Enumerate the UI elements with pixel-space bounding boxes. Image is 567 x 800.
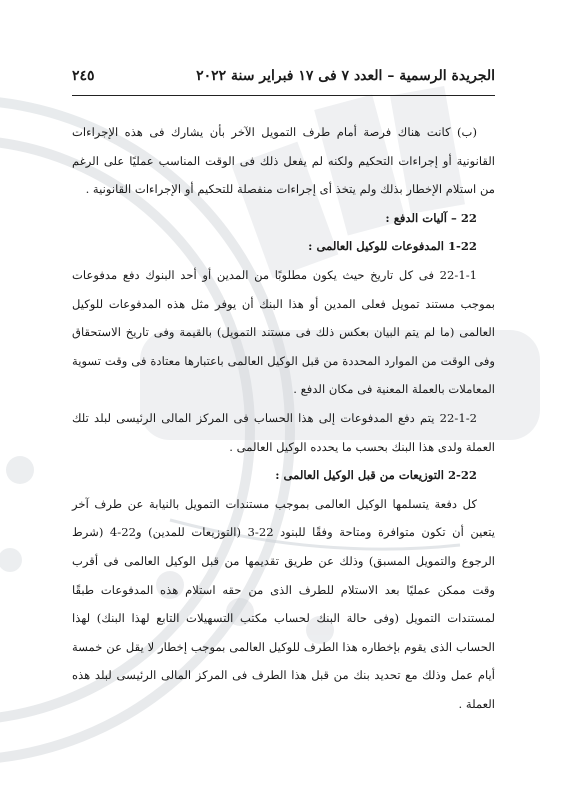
page-body: [72, 118, 495, 718]
subsection-heading-22-1: 1-22 المدفوعات للوكيل العالمى :: [308, 239, 477, 254]
paragraph-22-1-2: 22-1-2 يتم دفع المدفوعات إلى هذا الحساب فى المركز المالى الرئيسى لبلد تلك العملة ولدى هذا البنك بحسب ما يحدده الوكيل العالمى .: [72, 410, 495, 454]
subsection-heading-22-2: 2-22 التوزيعات من قبل الوكيل العالمى :: [275, 468, 477, 483]
paragraph-22-1-1: 22-1-1 فى كل تاريخ حيث يكون مطلوبًا من المدين أو أحد البنوك دفع مدفوعات بموجب مستند تمويل فعلى المدين أو هذا البنك أن يوفر مثل هذه المدفوعات للوكيل العالمى (ما لم يتم البيان بعكس ذلك فى مستند التمويل) بالقيمة وفى تاريخ الاستحقاق وفى الوقت من الموارد المحددة من قبل الوكيل العالمى باعتبارها معتادة فى وقت تسوية المعاملات بالعملة المعنية فى مكان الدفع .: [72, 267, 495, 397]
section-heading-22: 22 – آليات الدفع :: [385, 210, 477, 225]
page-header: [72, 64, 495, 88]
paragraph-22-2: كل دفعة يتسلمها الوكيل العالمى بموجب مستندات التمويل بالنيابة عن طرف آخر يتعين أن تكون متوافرة ومتاحة وفقًا للبنود 22-3 (التوزيعات للمدين) و22-4 (شرط الرجوع والتمويل المسبق) وذلك عن طريق تقديمها من قبل الوكيل العالمى فى أقرب وقت ممكن عمليًا بعد الاستلام للطرف الذى من حقه استلام هذه المدفوعات طبقًا لمستندات التمويل (وفى حالة البنك لحساب مكتب التسهيلات التابع لهذا البنك) لهذا الحساب الذى يقوم بإخطاره هذا الطرف للوكيل العالمى بموجب إخطار لا يقل عن خمسة أيام عمل وذلك مع تحديد بنك من قبل هذا الطرف فى المركز المالى الرئيسى لبلد هذه العملة .: [72, 496, 495, 711]
paragraph-b: (ب) كانت هناك فرصة أمام طرف التمويل الآخر بأن يشارك فى هذه الإجراءات القانونية أو إجراءات التحكيم ولكنه لم يفعل ذلك فى الوقت المناسب عمليًا على الرغم من استلام الإخطار بذلك ولم يتخذ أى إجراءات منفصلة للتحكيم أو الإجراءات القانونية .: [72, 125, 495, 197]
header-title: الجريدة الرسمية – العدد ٧ فى ١٧ فبراير سنة ٢٠٢٢: [196, 68, 495, 84]
page-number: ٢٤٥: [72, 68, 95, 84]
header-divider: [72, 95, 495, 96]
